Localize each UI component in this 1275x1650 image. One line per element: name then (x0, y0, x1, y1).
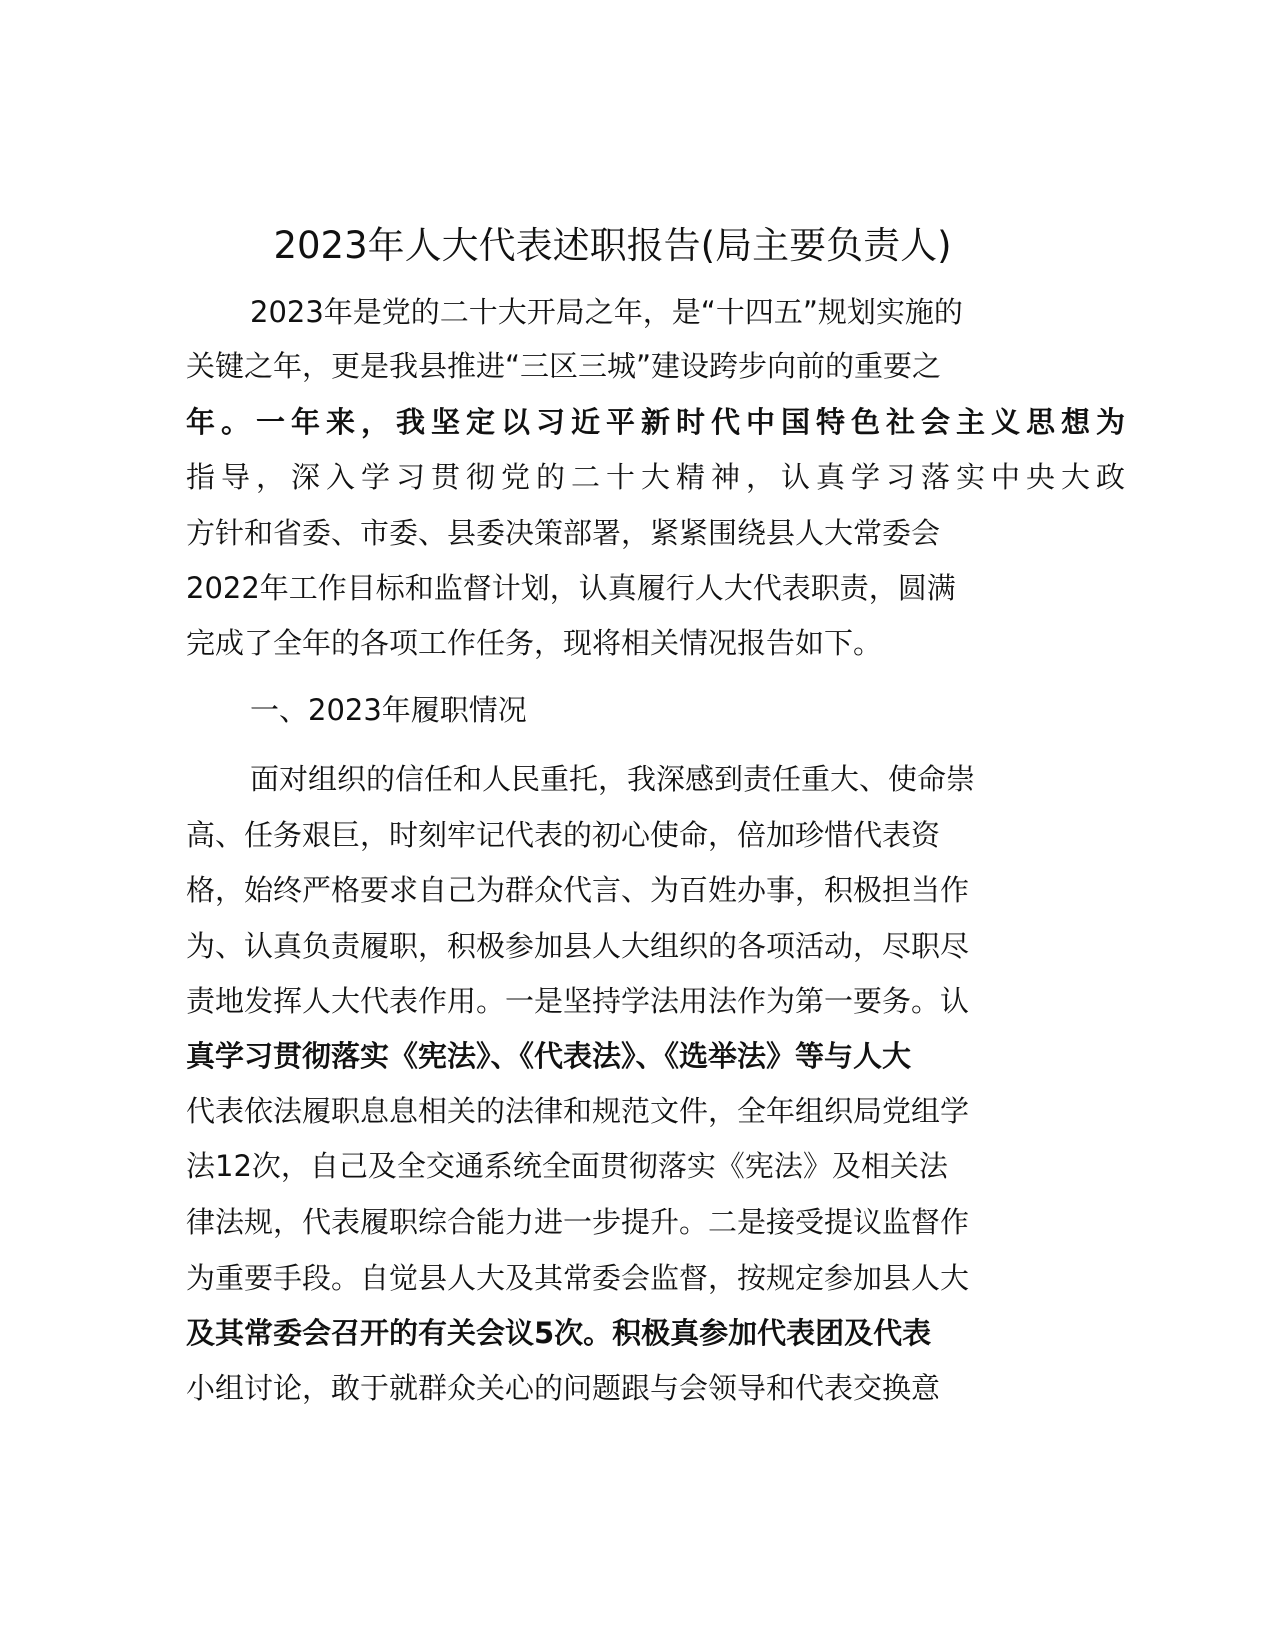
paragraph-line: 关键之年，更是我县推进“三区三城”建设跨步向前的重要之 (186, 349, 942, 383)
paragraph-line: 真学习贯彻落实《宪法》、《代表法》、《选举法》等与人大 (186, 1039, 912, 1073)
paragraph-line: 代表依法履职息息相关的法律和规范文件，全年组织局党组学 (186, 1094, 970, 1128)
paragraph-line: 法12次，自己及全交通系统全面贯彻落实《宪法》及相关法 (186, 1149, 948, 1183)
paragraph-line: 2022年工作目标和监督计划，认真履行人大代表职责，圆满 (186, 571, 956, 605)
paragraph-line: 为、认真负责履职，积极参加县人大组织的各项活动，尽职尽 (186, 929, 970, 963)
paragraph-line: 高、任务艰巨，时刻牢记代表的初心使命，倍加珍惜代表资 (186, 818, 941, 852)
paragraph-line: 指导，深入学习贯彻党的二十大精神，认真学习落实中央大政 (186, 460, 1132, 494)
paragraph-line: 律法规，代表履职综合能力进一步提升。二是接受提议监督作 (186, 1205, 970, 1239)
paragraph-line: 及其常委会召开的有关会议5次。积极真参加代表团及代表 (186, 1316, 932, 1350)
paragraph-line: 2023年是党的二十大开局之年，是“十四五”规划实施的 (250, 295, 963, 329)
paragraph-line: 小组讨论，敢于就群众关心的问题跟与会领导和代表交换意 (186, 1371, 941, 1405)
paragraph-line: 为重要手段。自觉县人大及其常委会监督，按规定参加县人大 (186, 1261, 970, 1295)
paragraph-line: 完成了全年的各项工作任务，现将相关情况报告如下。 (186, 626, 883, 660)
paragraph-line: 格，始终严格要求自己为群众代言、为百姓办事，积极担当作 (186, 873, 970, 907)
paragraph-line: 责地发挥人大代表作用。一是坚持学法用法作为第一要务。认 (186, 984, 970, 1018)
section-heading: 一、2023年履职情况 (250, 693, 527, 727)
paragraph-line: 方针和省委、市委、县委决策部署，紧紧围绕县人大常委会 (186, 516, 941, 550)
paragraph-line: 面对组织的信任和人民重托，我深感到责任重大、使命崇 (250, 762, 976, 796)
document-title: 2023年人大代表述职报告(局主要负责人) (273, 224, 952, 267)
paragraph-line: 年。一年来，我坚定以习近平新时代中国特色社会主义思想为 (186, 405, 1132, 439)
